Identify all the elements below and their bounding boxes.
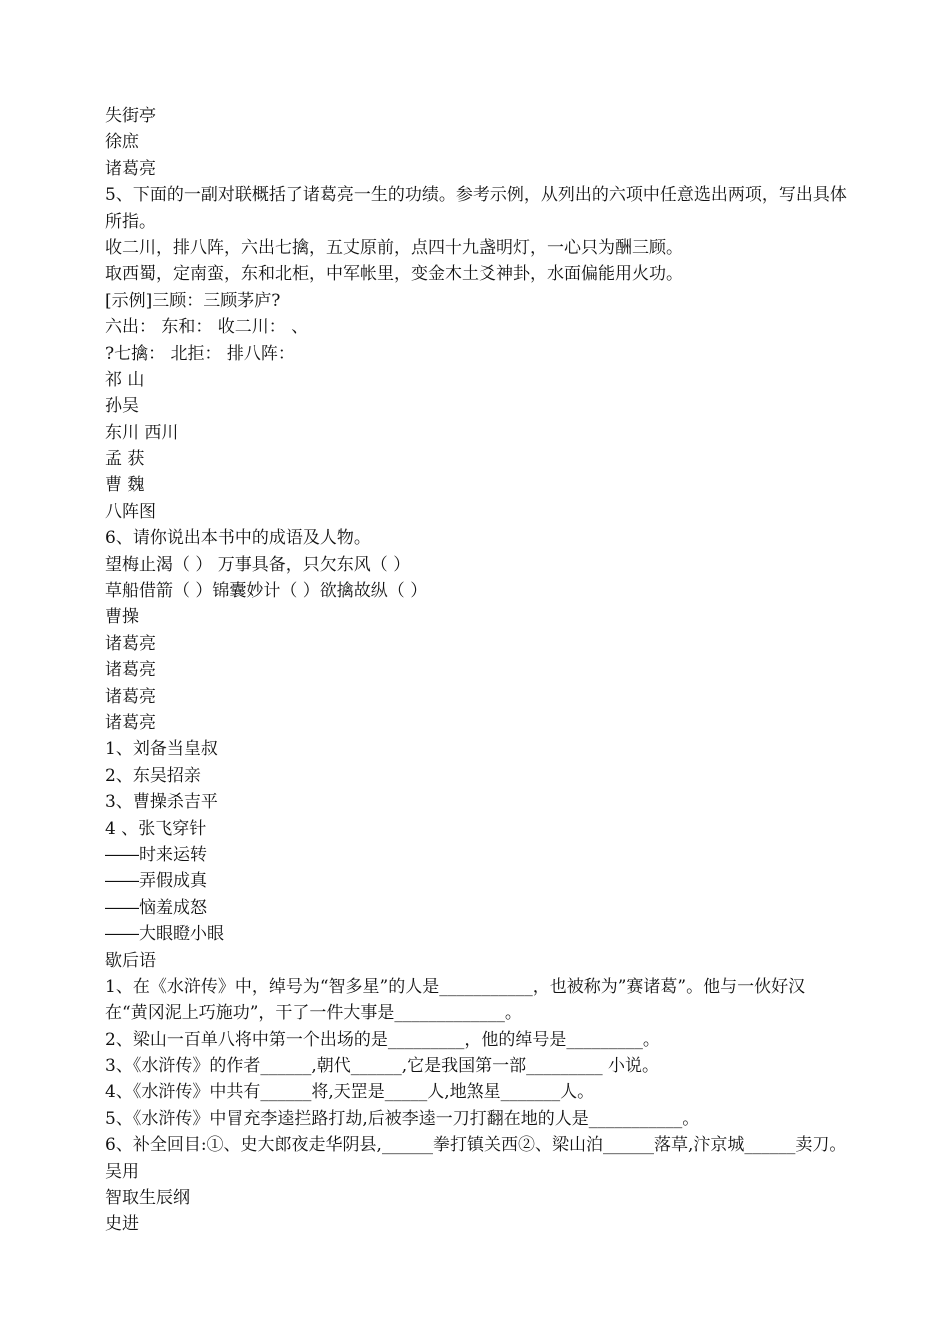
- question-5-text: 5、下面的一副对联概括了诸葛亮一生的功绩。参考示例，从列出的六项中任意选出两项，写出具体: [105, 185, 847, 206]
- shuihu-question-6: 6、补全回目:①、史大郎夜走华阴县,______拳打镇关西②、梁山泊______落草,汴京城______卖刀。: [105, 1135, 847, 1156]
- answer-line: 东川 西川: [105, 422, 179, 443]
- xiehouyu-item: 2、东吴招亲: [105, 765, 201, 786]
- text-line: 诸葛亮: [105, 158, 156, 179]
- section-heading: 歇后语: [105, 950, 156, 971]
- example-line: [示例]三顾：三顾茅庐?: [105, 290, 281, 311]
- xiehouyu-answer: ――大眼瞪小眼: [105, 924, 224, 945]
- xiehouyu-item: 4 、张飞穿针: [105, 818, 207, 839]
- answer-line: 祁 山: [105, 369, 145, 390]
- couplet-line-1: 收二川，排八阵，六出七擒，五丈原前，点四十九盏明灯，一心只为酬三顾。: [105, 237, 683, 258]
- shuihu-question-5: 5、《水浒传》中冒充李逵拦路打劫,后被李逵一刀打翻在地的人是___________。: [105, 1108, 700, 1129]
- xiehouyu-item: 1、刘备当皇叔: [105, 739, 218, 760]
- text-line: 徐庶: [105, 132, 139, 153]
- xiehouyu-answer: ――时来运转: [105, 844, 207, 865]
- answer-line: 曹 魏: [105, 475, 145, 496]
- couplet-line-2: 取西蜀，定南蛮，东和北柜，中军帐里，变金木土爻神卦，水面偏能用火功。: [105, 264, 683, 285]
- answer-line: 曹操: [105, 607, 139, 628]
- xiehouyu-item: 3、曹操杀吉平: [105, 792, 218, 813]
- shuihu-question-3: 3、《水浒传》的作者______,朝代______,它是我国第一部_________ 小说。: [105, 1056, 660, 1077]
- shuihu-question-1-cont: 在“黄冈泥上巧施功”，干了一件大事是_____________。: [105, 1003, 522, 1024]
- question-6-text: 6、请你说出本书中的成语及人物。: [105, 528, 371, 549]
- answer-line: 孟 获: [105, 449, 145, 470]
- answer-line: 吴用: [105, 1161, 139, 1182]
- text-line: 六出： 东和： 收二川： 、: [105, 317, 309, 338]
- text-line: ?七擒： 北拒： 排八阵：: [105, 343, 295, 364]
- answer-line: 孙吴: [105, 396, 139, 417]
- text-line: 所指。: [105, 211, 156, 232]
- xiehouyu-answer: ――弄假成真: [105, 871, 207, 892]
- answer-line: 诸葛亮: [105, 660, 156, 681]
- document-page: [105, 103, 865, 1238]
- xiehouyu-answer: ――恼羞成怒: [105, 897, 207, 918]
- answer-line: 诸葛亮: [105, 633, 156, 654]
- answer-line: 史进: [105, 1214, 139, 1235]
- idiom-line: 草船借箭（ ）锦囊妙计（ ）欲擒故纵（ ）: [105, 581, 428, 602]
- answer-line: 诸葛亮: [105, 686, 156, 707]
- idiom-line: 望梅止渴（ ） 万事具备，只欠东风（ ）: [105, 554, 411, 575]
- text-line: 失街亭: [105, 106, 156, 126]
- shuihu-question-4: 4、《水浒传》中共有______将,天罡是_____人,地煞星_______人。: [105, 1082, 595, 1103]
- answer-line: 诸葛亮: [105, 712, 156, 733]
- shuihu-question-1: 1、在《水浒传》中，绰号为“智多星”的人是___________，也被称为”赛诸葛”。他与一伙好汉: [105, 976, 806, 997]
- shuihu-question-2: 2、梁山一百单八将中第一个出场的是_________，他的绰号是_________。: [105, 1029, 660, 1050]
- answer-line: 智取生辰纲: [105, 1188, 190, 1209]
- answer-line: 八阵图: [105, 501, 156, 522]
